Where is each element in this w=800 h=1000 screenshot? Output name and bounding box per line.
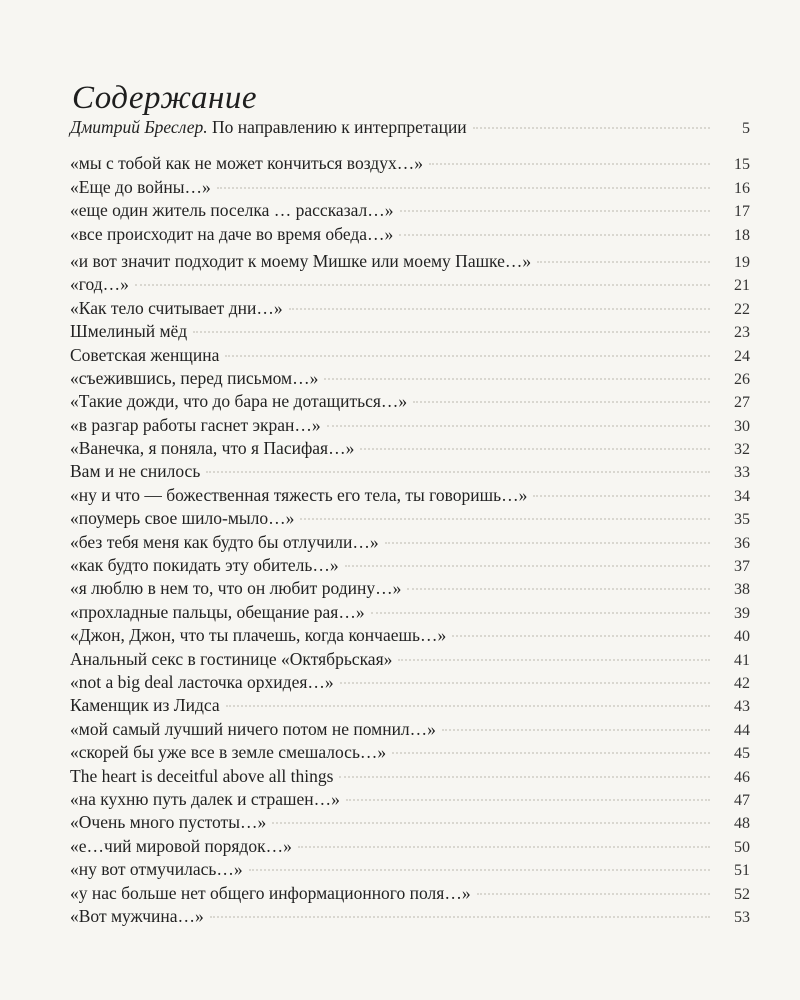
toc-entry-page: 38 bbox=[734, 581, 750, 599]
dot-leader bbox=[385, 541, 710, 544]
toc-entry-page: 34 bbox=[734, 487, 750, 505]
toc-entry-page: 27 bbox=[734, 394, 750, 412]
page-title: Содержание bbox=[72, 80, 258, 117]
toc-entry[interactable] bbox=[70, 648, 750, 671]
dot-leader bbox=[226, 704, 710, 707]
toc-entry-title: «на кухню путь далек и страшен…» bbox=[70, 788, 340, 809]
toc-entry-title: «все происходит на даче во время обеда…» bbox=[70, 223, 394, 244]
toc-entry[interactable] bbox=[70, 718, 750, 741]
toc-entry-page: 37 bbox=[734, 558, 750, 576]
toc-entry-title: «ну и что — божественная тяжесть его тела, ты говоришь…» bbox=[70, 484, 528, 505]
toc-entry[interactable] bbox=[70, 788, 750, 811]
toc-entry-page: 26 bbox=[734, 370, 750, 388]
toc-entry[interactable] bbox=[70, 624, 750, 647]
toc-entry[interactable] bbox=[70, 250, 750, 273]
toc-entry-title: Вам и не снилось bbox=[70, 461, 201, 482]
toc-entry-title: The heart is deceitful above all things bbox=[70, 765, 334, 786]
dot-leader bbox=[345, 564, 710, 567]
toc-entry-page: 15 bbox=[734, 156, 750, 174]
toc-entry-title: «ну вот отмучилась…» bbox=[70, 859, 243, 880]
toc-entry-title: «Очень много пустоты…» bbox=[70, 812, 267, 833]
dot-leader bbox=[210, 915, 710, 918]
toc-entry-title: «е…чий мировой порядок…» bbox=[70, 835, 292, 856]
dot-leader bbox=[452, 634, 710, 637]
toc-entry-page: 16 bbox=[734, 179, 750, 197]
toc-entry-page: 35 bbox=[734, 511, 750, 529]
dot-leader bbox=[473, 126, 710, 129]
toc-entry[interactable] bbox=[70, 671, 750, 694]
toc-entry[interactable] bbox=[70, 531, 750, 554]
toc-entry[interactable] bbox=[70, 811, 750, 834]
toc-entry-page: 17 bbox=[734, 203, 750, 221]
toc-entry-title: «Такие дожди, что до бара не дотащиться…» bbox=[70, 391, 408, 412]
toc-entry-title: «Как тело считывает дни…» bbox=[70, 297, 283, 318]
toc-entry[interactable] bbox=[70, 437, 750, 460]
toc-entry-page: 21 bbox=[734, 277, 750, 295]
toc-entry-title bbox=[70, 116, 467, 139]
dot-leader bbox=[429, 162, 710, 165]
toc-entry-page: 22 bbox=[734, 300, 750, 318]
dot-leader bbox=[413, 400, 710, 403]
toc-entry-page: 47 bbox=[734, 791, 750, 809]
toc-entry-page: 33 bbox=[734, 464, 750, 482]
dot-leader bbox=[135, 283, 710, 286]
toc-entry-page: 30 bbox=[734, 417, 750, 435]
toc-entry-page: 18 bbox=[734, 226, 750, 244]
toc-entry[interactable] bbox=[70, 507, 750, 530]
toc-entry-page: 46 bbox=[734, 768, 750, 786]
toc-entry-title: «без тебя меня как будто бы отлучили…» bbox=[70, 531, 379, 552]
dot-leader bbox=[225, 354, 710, 357]
toc-entry-title: «прохладные пальцы, обещание рая…» bbox=[70, 601, 365, 622]
dot-leader bbox=[442, 728, 710, 731]
toc-entry[interactable] bbox=[70, 741, 750, 764]
toc-entry[interactable] bbox=[70, 694, 750, 717]
dot-leader bbox=[533, 494, 710, 497]
toc-entry-page: 5 bbox=[742, 120, 750, 137]
toc-entry[interactable] bbox=[70, 905, 750, 928]
toc-entry-title: «и вот значит подходит к моему Мишке или моему Пашке…» bbox=[70, 250, 532, 271]
toc-entry[interactable] bbox=[70, 484, 750, 507]
toc-entry[interactable] bbox=[70, 176, 750, 199]
dot-leader bbox=[407, 587, 710, 590]
toc-entry[interactable] bbox=[70, 601, 750, 624]
toc-entry[interactable] bbox=[70, 577, 750, 600]
toc-entry[interactable] bbox=[70, 390, 750, 413]
dot-leader bbox=[327, 424, 710, 427]
dot-leader bbox=[398, 658, 710, 661]
toc-entry[interactable] bbox=[70, 320, 750, 343]
dot-leader bbox=[346, 798, 710, 801]
toc-entry[interactable] bbox=[70, 858, 750, 881]
toc-entry-title: «в разгар работы гаснет экран…» bbox=[70, 414, 321, 435]
toc-entry-title: «у нас больше нет общего информационного поля…» bbox=[70, 882, 471, 903]
dot-leader bbox=[193, 330, 710, 333]
dot-leader bbox=[217, 186, 710, 189]
toc-entry-page: 52 bbox=[734, 885, 750, 903]
toc-entry-page: 32 bbox=[734, 441, 750, 459]
toc-entry-page: 23 bbox=[734, 324, 750, 342]
toc-entry-page: 43 bbox=[734, 698, 750, 716]
dot-leader bbox=[249, 868, 710, 871]
toc-entry-title: Каменщик из Лидса bbox=[70, 695, 220, 716]
dot-leader bbox=[298, 845, 710, 848]
toc-entry-page: 50 bbox=[734, 838, 750, 856]
toc-entry-page: 53 bbox=[734, 908, 750, 926]
toc-entry-title: «Еще до войны…» bbox=[70, 176, 211, 197]
toc-entry[interactable] bbox=[70, 765, 750, 788]
toc-entry[interactable] bbox=[70, 414, 750, 437]
toc-entry-page: 42 bbox=[734, 674, 750, 692]
toc-entry-title: Советская женщина bbox=[70, 344, 220, 365]
dot-leader bbox=[339, 775, 710, 778]
dot-leader bbox=[360, 447, 710, 450]
toc-entry[interactable] bbox=[70, 223, 750, 246]
toc-entry[interactable] bbox=[70, 367, 750, 390]
toc-entry-title: «Ванечка, я поняла, что я Пасифая…» bbox=[70, 438, 355, 459]
toc-entry-title: «скорей бы уже все в земле смешалось…» bbox=[70, 742, 387, 763]
toc-entry-title: «not a big deal ласточка орхидея…» bbox=[70, 671, 334, 692]
table-of-contents bbox=[70, 116, 750, 928]
dot-leader bbox=[392, 751, 710, 754]
toc-entry-title: «Вот мужчина…» bbox=[70, 905, 204, 926]
dot-leader bbox=[289, 307, 710, 310]
dot-leader bbox=[206, 470, 710, 473]
toc-entry-title: Шмелиный мёд bbox=[70, 321, 188, 342]
toc-entry[interactable] bbox=[70, 199, 750, 222]
dot-leader bbox=[324, 377, 710, 380]
toc-entry-title: «Джон, Джон, что ты плачешь, когда кончаешь…» bbox=[70, 625, 447, 646]
toc-entry-title: «съежившись, перед письмом…» bbox=[70, 367, 319, 388]
toc-entry-title: «поумерь свое шило-мыло…» bbox=[70, 508, 295, 529]
toc-entry[interactable] bbox=[70, 344, 750, 367]
toc-entry-page: 40 bbox=[734, 628, 750, 646]
toc-entry-page: 51 bbox=[734, 862, 750, 880]
toc-entry-author: Дмитрий Бреслер. bbox=[70, 117, 208, 137]
toc-entry[interactable] bbox=[70, 835, 750, 858]
toc-entry-page: 39 bbox=[734, 604, 750, 622]
toc-entry-page: 48 bbox=[734, 815, 750, 833]
toc-entry-page: 44 bbox=[734, 721, 750, 739]
toc-entry-title: «год…» bbox=[70, 274, 129, 295]
dot-leader bbox=[371, 611, 710, 614]
toc-entry[interactable] bbox=[70, 297, 750, 320]
toc-entry-title: «мы с тобой как не может кончиться воздух…» bbox=[70, 153, 423, 174]
dot-leader bbox=[340, 681, 710, 684]
toc-entry[interactable] bbox=[70, 460, 750, 483]
toc-entry-page: 24 bbox=[734, 347, 750, 365]
dot-leader bbox=[272, 821, 710, 824]
toc-entry-page: 19 bbox=[734, 253, 750, 271]
toc-entry-page: 45 bbox=[734, 745, 750, 763]
dot-leader bbox=[537, 260, 710, 263]
toc-entry-page: 41 bbox=[734, 651, 750, 669]
toc-entry-title: Анальный секс в гостинице «Октябрьская» bbox=[70, 648, 393, 669]
toc-entry-title-text: По направлению к интерпретации bbox=[212, 117, 467, 137]
dot-leader bbox=[477, 892, 710, 895]
toc-entry-title: «как будто покидать эту обитель…» bbox=[70, 555, 339, 576]
toc-entry-page: 36 bbox=[734, 534, 750, 552]
toc-entry-title: «я люблю в нем то, что он любит родину…» bbox=[70, 578, 402, 599]
toc-entry[interactable] bbox=[70, 554, 750, 577]
dot-leader bbox=[400, 209, 710, 212]
toc-entry-title: «еще один житель поселка … рассказал…» bbox=[70, 200, 394, 221]
dot-leader bbox=[300, 517, 710, 520]
toc-entry-preface[interactable] bbox=[70, 116, 750, 139]
toc-entry[interactable] bbox=[70, 273, 750, 296]
toc-entry-title: «мой самый лучший ничего потом не помнил…» bbox=[70, 718, 436, 739]
toc-entry[interactable] bbox=[70, 152, 750, 175]
toc-entry[interactable] bbox=[70, 882, 750, 905]
dot-leader bbox=[399, 233, 710, 236]
